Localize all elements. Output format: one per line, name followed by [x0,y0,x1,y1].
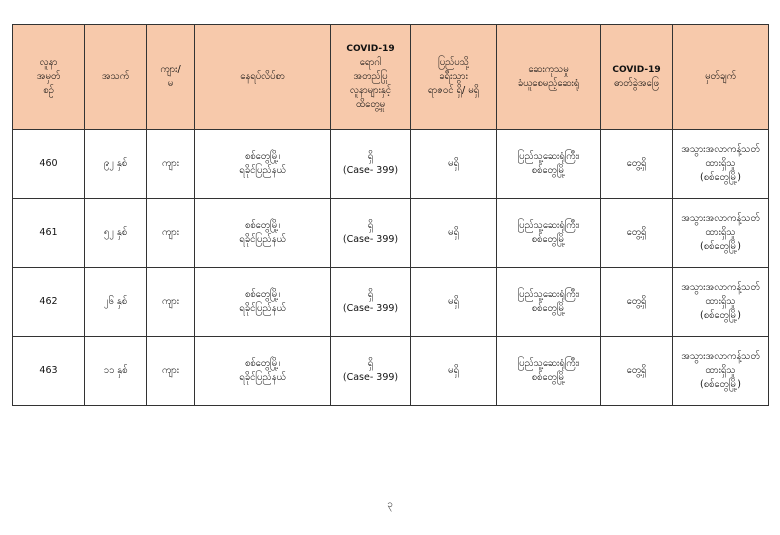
result-cell: တွေ့ရှိ [601,337,673,406]
sex-cell: ကျား [147,199,195,268]
contact-cell: ရှိ (Case- 399) [331,268,411,337]
header-row [13,25,769,130]
hospital-cell: ပြည်သူ့ဆေးရုံကြီး၊ စစ်တွေမြို့ [497,199,601,268]
hospital-cell: ပြည်သူ့ဆေးရုံကြီး၊ စစ်တွေမြို့ [497,337,601,406]
result-cell: တွေ့ရှိ [601,130,673,199]
address-cell: စစ်တွေမြို့၊ ရခိုင်ပြည်နယ် [195,130,331,199]
contact-cell: ရှိ (Case- 399) [331,130,411,199]
sex-cell: ကျား [147,337,195,406]
header-contact: COVID-19 ရောဂါ အတည်ပြု လူနာများနှင့် ထိတွေ့မှု [331,25,411,130]
sex-cell: ကျား [147,268,195,337]
age-cell: ၉၂ နှစ် [85,130,147,199]
sex-cell: ကျား [147,130,195,199]
travel-cell: မရှိ [411,268,497,337]
table-row [13,130,769,199]
age-cell: ၁၁ နှစ် [85,337,147,406]
case-no-cell: 463 [13,337,85,406]
remark-cell: အသွားအလာကန့်သတ် ထားရှိသူ (စစ်တွေမြို့) [673,337,769,406]
header-age: အသက် [85,25,147,130]
address-cell: စစ်တွေမြို့၊ ရခိုင်ပြည်နယ် [195,268,331,337]
header-case-no: လူနာ အမှတ် စဉ် [13,25,85,130]
header-travel-history: ပြည်ပသို့ ခရီးသွား ရာဇဝင် ရှိ/ မရှိ [411,25,497,130]
header-hospital: ဆေးကုသမှု ခံယူစေမည့်ဆေးရုံ [497,25,601,130]
travel-cell: မရှိ [411,337,497,406]
case-no-cell: 462 [13,268,85,337]
contact-cell: ရှိ (Case- 399) [331,199,411,268]
result-cell: တွေ့ရှိ [601,199,673,268]
address-cell: စစ်တွေမြို့၊ ရခိုင်ပြည်နယ် [195,199,331,268]
table-row [13,199,769,268]
remark-cell: အသွားအလာကန့်သတ် ထားရှိသူ (စစ်တွေမြို့) [673,130,769,199]
age-cell: ၂၆ နှစ် [85,268,147,337]
header-sex: ကျား/ မ [147,25,195,130]
page-number: ၃ [387,499,393,510]
header-test-result: COVID-19 ဓာတ်ခွဲအဖြေ [601,25,673,130]
case-no-cell: 461 [13,199,85,268]
case-table [12,24,769,406]
table-row [13,268,769,337]
case-no-cell: 460 [13,130,85,199]
remark-cell: အသွားအလာကန့်သတ် ထားရှိသူ (စစ်တွေမြို့) [673,268,769,337]
age-cell: ၅၂ နှစ် [85,199,147,268]
contact-cell: ရှိ (Case- 399) [331,337,411,406]
hospital-cell: ပြည်သူ့ဆေးရုံကြီး၊ စစ်တွေမြို့ [497,130,601,199]
remark-cell: အသွားအလာကန့်သတ် ထားရှိသူ (စစ်တွေမြို့) [673,199,769,268]
hospital-cell: ပြည်သူ့ဆေးရုံကြီး၊ စစ်တွေမြို့ [497,268,601,337]
address-cell: စစ်တွေမြို့၊ ရခိုင်ပြည်နယ် [195,337,331,406]
header-remark: မှတ်ချက် [673,25,769,130]
result-cell: တွေ့ရှိ [601,268,673,337]
travel-cell: မရှိ [411,130,497,199]
travel-cell: မရှိ [411,199,497,268]
header-address: နေရပ်လိပ်စာ [195,25,331,130]
table-row [13,337,769,406]
